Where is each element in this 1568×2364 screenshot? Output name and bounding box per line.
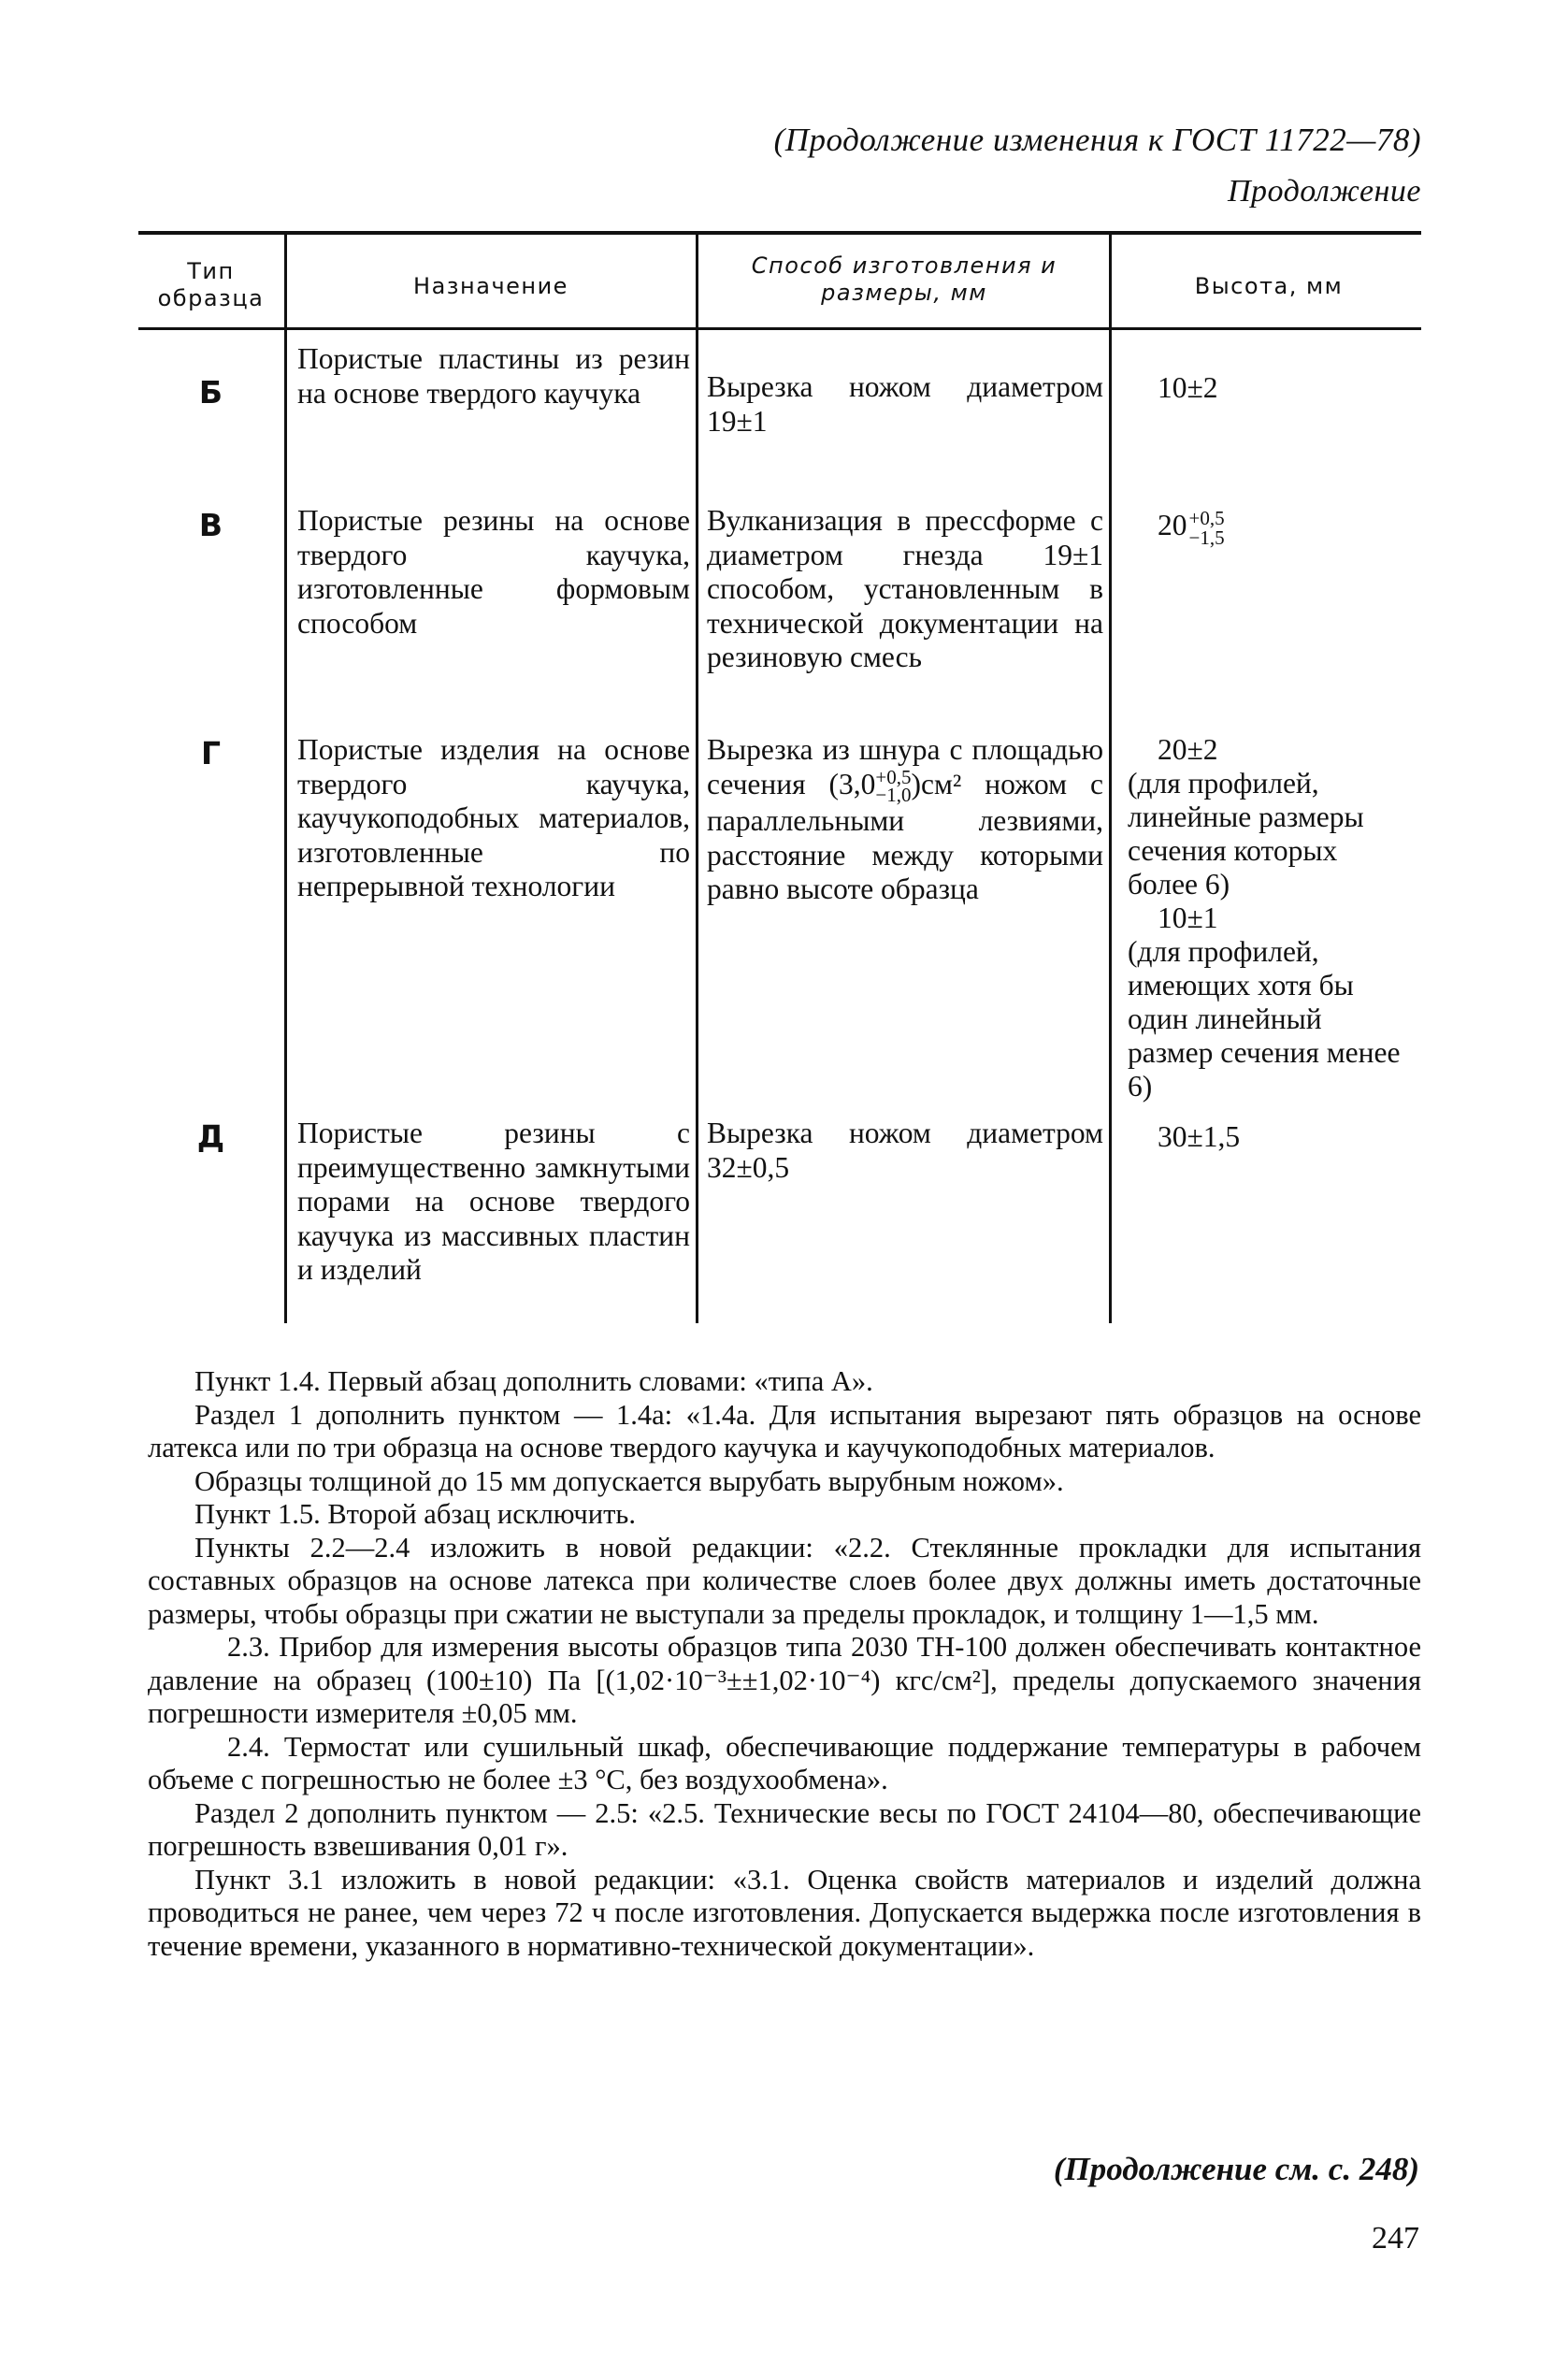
paragraph: Раздел 1 дополнить пунктом — 1.4а: «1.4а. Для испытания вырезают пять образцов на основе латекса или по три образца на основе твердого каучука и каучукоподобных материалов. — [148, 1398, 1421, 1463]
row-purpose: Пористые резины на основе твердого каучука, изготовленные формовым способом — [297, 504, 690, 640]
paragraph: Пункт 3.1 изложить в новой редакции: «3.1. Оценка свойств материалов и изделий должна проводиться не ранее, чем через 72 ч после изготовления. Допускается выдержка после изготовления в течение времени, указанного в нормативно-технической документации». — [148, 1863, 1421, 1962]
row-purpose: Пористые резины с преимущественно замкнутыми порами на основе твердого каучука из массивных пластин и изделий — [297, 1117, 690, 1286]
row-method: Вулканизация в прессформе с диаметром гнезда 19±1 способом, установленным в технической документации на резиновую смесь — [707, 504, 1103, 673]
table-rule-header — [138, 327, 1421, 330]
row-purpose: Пористые изделия на основе твердого каучука, каучукоподобных материалов, изготовленные по непрерывной технологии — [297, 733, 690, 902]
row-method: Вырезка ножом диаметром 19±1 — [707, 370, 1103, 438]
table-header-height: Высота, мм — [1194, 273, 1344, 299]
table-rule-top — [138, 231, 1421, 235]
paragraph: 2.4. Термостат или сушильный шкаф, обеспечивающие поддержание температуры в рабочем объеме с погрешностью не более ±3 °С, без воздухообмена». — [148, 1730, 1421, 1795]
footer-continuation: (Продолжение см. с. 248) — [1053, 2151, 1419, 2187]
row-purpose: Пористые пластины из резин на основе твердого каучука — [297, 342, 690, 410]
row-method: Вырезка ножом диаметром 32±0,5 — [707, 1117, 1103, 1184]
table-header-method: Способ изготовления и размеры, мм — [751, 252, 1057, 306]
row-type: Г — [200, 735, 222, 771]
table-col-divider-2 — [696, 234, 698, 1323]
paragraph: Пункт 1.5. Второй абзац исключить. — [194, 1498, 636, 1530]
paragraph: Пункт 1.4. Первый абзац дополнить словами: «типа А». — [194, 1365, 873, 1397]
table-col-divider-1 — [284, 234, 287, 1323]
paragraph: Образцы толщиной до 15 мм допускается вырубать вырубным ножом». — [194, 1464, 1064, 1497]
paragraph: Раздел 2 дополнить пунктом — 2.5: «2.5. Технические весы по ГОСТ 24104—80, обеспечивающие погрешность взвешивания 0,01 г». — [148, 1796, 1421, 1862]
row-method-display: Вырезка из шнура с площадью сечения (3,0 +0,5 −1,0 )см² ножом с параллельными лезвиями, расстояние между которыми равно высоте образца — [707, 733, 1103, 906]
header-subtitle: Продолжение — [1227, 174, 1421, 209]
row-type: Б — [198, 374, 223, 411]
row-height: 10±2 — [1158, 371, 1218, 404]
table-header-purpose: Назначение — [413, 273, 568, 299]
row-height: 30±1,5 — [1158, 1120, 1241, 1153]
row-type: В — [198, 507, 223, 543]
table-header-type: Тип образца — [157, 258, 265, 311]
table-col-divider-3 — [1109, 234, 1112, 1323]
body-text — [148, 1365, 1421, 1963]
paragraph: Пункты 2.2—2.4 изложить в новой редакции: «2.2. Стеклянные прокладки для испытания составных образцов на основе латекса при количестве слоев более двух должны иметь достаточные размеры, чтобы образцы при сжатии не выступали за пределы прокладок, и толщину 1—1,5 мм. — [148, 1531, 1421, 1630]
row-type: Д — [196, 1118, 225, 1155]
paragraph: 2.3. Прибор для измерения высоты образцов типа 2030 ТН-100 должен обеспечивать контактное давление на образец (100±10) Па [(1,02·10⁻³±±1,02·10⁻⁴) кгс/см²], пределы допускаемого значения погрешности измерителя ±0,05 мм. — [148, 1631, 1421, 1729]
row-height-display: 20±2 (для профилей, линейные размеры сечения которых более 6) 10±1 (для профилей, имеющих хотя бы один линейный размер сечения менее 6) — [1128, 733, 1401, 1103]
page-number: 247 — [1372, 2221, 1419, 2256]
header-continuation: (Продолжение изменения к ГОСТ 11722—78) — [773, 122, 1421, 158]
row-height-display: 20 +0,5 −1,5 — [1158, 507, 1225, 549]
